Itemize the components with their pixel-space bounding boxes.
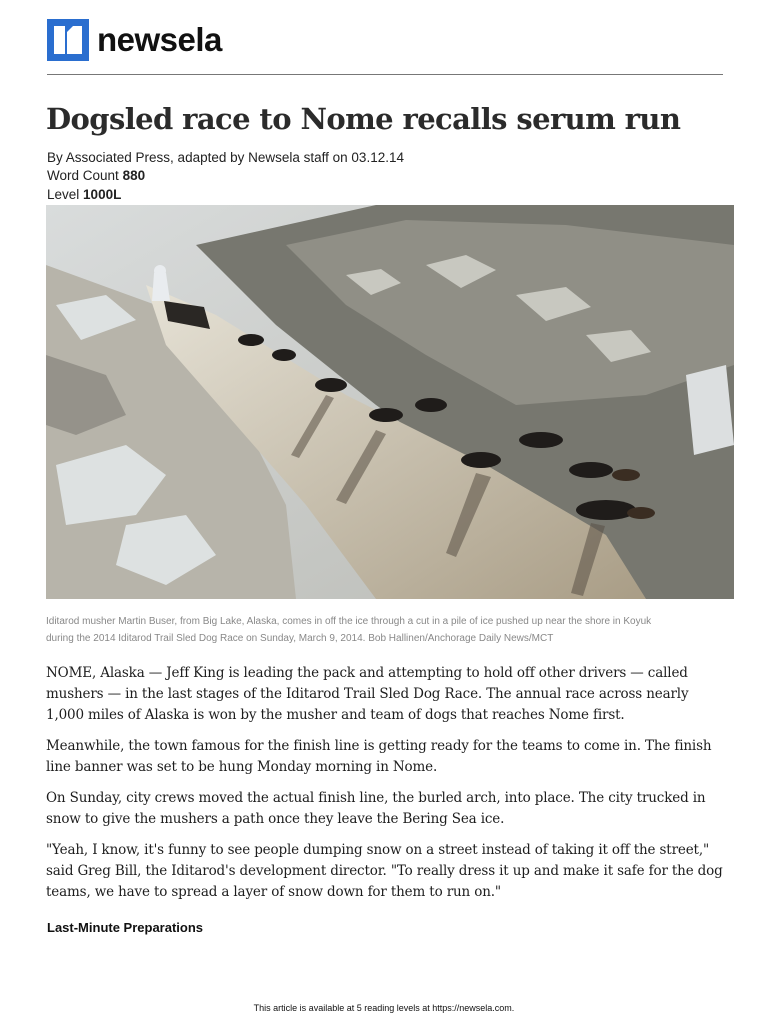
article-title: Dogsled race to Nome recalls serum run: [46, 102, 681, 136]
paragraph: Meanwhile, the town famous for the finish line is getting ready for the teams to come in. The finish line banner was set to be hung Monday morning in Nome.: [46, 738, 712, 775]
level-value: 1000L: [83, 187, 122, 202]
footer-note: This article is available at 5 reading levels at https://newsela.com.: [253, 1003, 515, 1013]
section-heading: Last-Minute Preparations: [47, 920, 204, 935]
word-count: [47, 167, 145, 185]
reading-level: [47, 186, 121, 204]
site-header: [47, 19, 222, 61]
level-label: Level: [47, 187, 80, 202]
word-count-value: 880: [122, 168, 146, 183]
caption-line-1: Iditarod musher Martin Buser, from Big Lake, Alaska, comes in off the ice through a cut in a pile of ice pushed up near the shore in Koyuk: [46, 616, 652, 627]
paragraph: On Sunday, city crews moved the actual finish line, the burled arch, into place. The city trucked in snow to give the mushers a path once they leave the Bering Sea ice.: [46, 790, 706, 827]
photo-caption: [46, 614, 726, 647]
paragraph: NOME, Alaska — Jeff King is leading the pack and attempting to hold off other drivers — called mushers — in the last stages of the Iditarod Trail Sled Dog Race. The annual race across nearly 1,000 miles of Alaska is won by the musher and team of dogs that reaches Nome first.: [46, 665, 689, 723]
article-body: [46, 663, 726, 913]
word-count-label: Word Count: [47, 168, 119, 183]
brand-name: newsela: [97, 21, 222, 58]
paragraph: "Yeah, I know, it's funny to see people dumping snow on a street instead of taking it off the street," said Greg Bill, the Iditarod's development director. "To really dress it up and make it safe for the dog teams, we have to spread a layer of snow down for them to run on.": [46, 842, 723, 900]
newsela-page-icon: [47, 19, 89, 61]
article-photo: [46, 205, 734, 599]
byline: By Associated Press, adapted by Newsela staff on 03.12.14: [47, 150, 404, 165]
caption-line-2: during the 2014 Iditarod Trail Sled Dog Race on Sunday, March 9, 2014. Bob Hallinen/Anchorage Daily News/MCT: [46, 632, 554, 644]
header-divider: [47, 74, 723, 75]
